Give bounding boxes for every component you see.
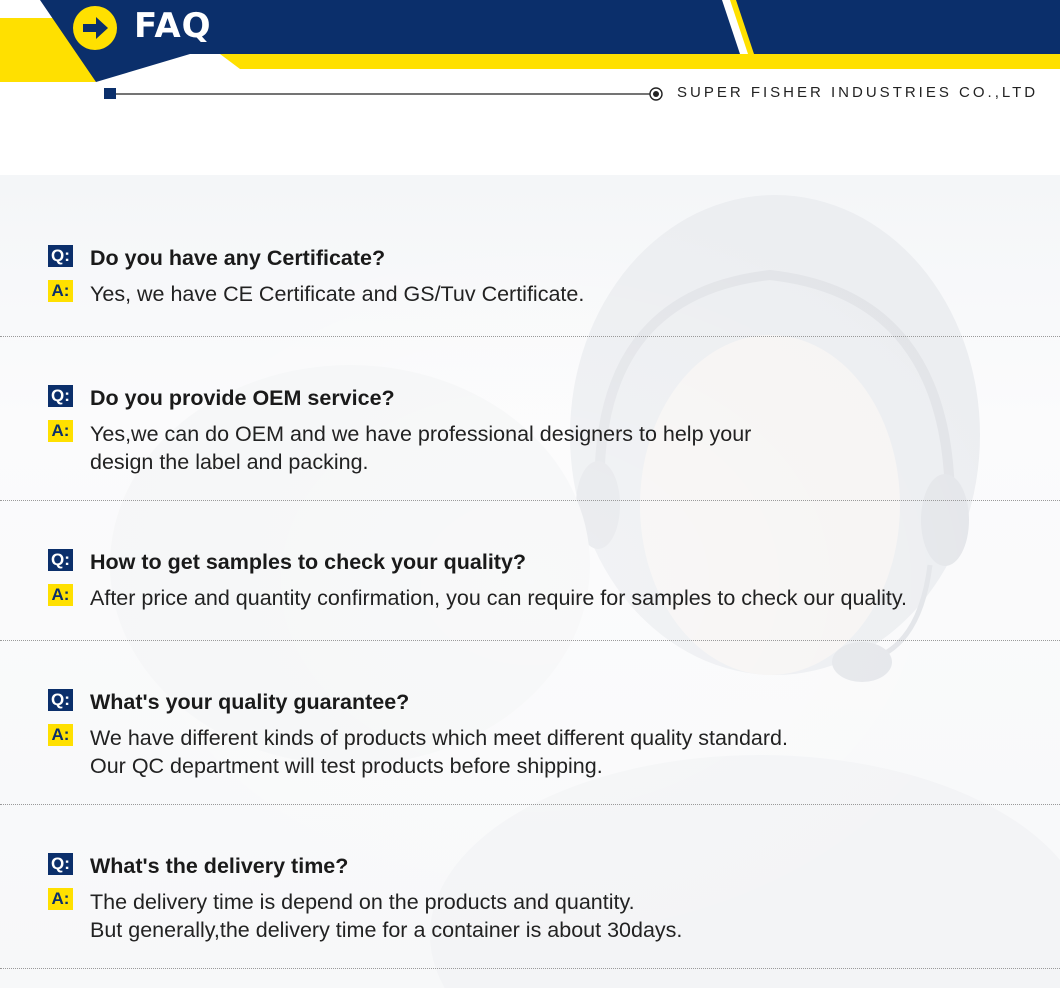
- faq-question: Do you provide OEM service?: [90, 386, 395, 410]
- faq-divider: [0, 500, 1060, 501]
- page-title: FAQ: [134, 6, 212, 46]
- faq-question: How to get samples to check your quality?: [90, 550, 527, 574]
- faq-answer: [90, 420, 751, 476]
- faq-question: Do you have any Certificate?: [90, 246, 386, 270]
- faq-header: [0, 0, 1060, 120]
- company-rule-line: [104, 84, 664, 104]
- faq-divider: [0, 336, 1060, 337]
- faq-answer: [90, 584, 907, 612]
- answer-badge: A:: [48, 420, 73, 442]
- faq-answer-line: design the label and packing.: [90, 450, 369, 474]
- answer-badge: A:: [48, 724, 73, 746]
- question-badge: Q:: [48, 853, 73, 875]
- arrow-right-icon: [70, 3, 120, 53]
- faq-answer-line: After price and quantity confirmation, you can require for samples to check our quality.: [90, 586, 908, 610]
- answer-badge: A:: [48, 584, 73, 606]
- faq-divider: [0, 640, 1060, 641]
- faq-divider: [0, 968, 1060, 969]
- faq-answer-line: Yes, we have CE Certificate and GS/Tuv Certificate.: [90, 282, 585, 306]
- faq-answer-line: The delivery time is depend on the products and quantity.: [90, 890, 635, 914]
- answer-badge: A:: [48, 888, 73, 910]
- question-badge: Q:: [48, 245, 73, 267]
- faq-section: [0, 175, 1060, 988]
- question-badge: Q:: [48, 385, 73, 407]
- question-badge: Q:: [48, 689, 73, 711]
- faq-answer: [90, 888, 682, 944]
- faq-answer-line: Yes,we can do OEM and we have professional designers to help your: [90, 422, 752, 446]
- faq-question: What's the delivery time?: [90, 854, 349, 878]
- faq-answer-line: But generally,the delivery time for a container is about 30days.: [90, 918, 683, 942]
- faq-question: What's your quality guarantee?: [90, 690, 410, 714]
- question-badge: Q:: [48, 549, 73, 571]
- faq-divider: [0, 804, 1060, 805]
- company-name: SUPER FISHER INDUSTRIES CO.,LTD: [677, 84, 1039, 101]
- answer-badge: A:: [48, 280, 73, 302]
- faq-answer-line: Our QC department will test products before shipping.: [90, 754, 603, 778]
- faq-answer-line: We have different kinds of products which meet different quality standard.: [90, 726, 788, 750]
- faq-answer: [90, 280, 584, 308]
- faq-answer: [90, 724, 788, 780]
